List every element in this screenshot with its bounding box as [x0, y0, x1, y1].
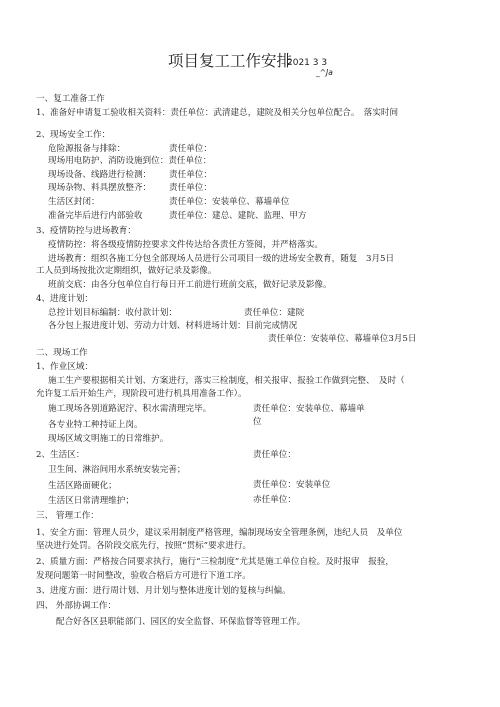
text-line: 各专业特工种持证上岗。: [48, 420, 143, 430]
text-line: 班前交底：由各分包单位自行每日开工前进行班前交底，做好记录及影像。: [48, 280, 332, 290]
text-line: 生活区封闭：: [48, 197, 100, 207]
text-line: 总控计划目标编制：收付款计划：: [48, 308, 177, 318]
responsible-party: 责任单位：: [169, 183, 212, 193]
subsection-heading: 2、现场安全工作：: [36, 130, 111, 140]
text-line: 各分包上报进度计划、劳动力计划、材料进场计划：目前完成情况: [48, 321, 298, 331]
text-line: 发现问题第一时间整改，验收合格后方可进行下道工序。: [36, 571, 251, 581]
subsection-heading: 1、作业区域：: [36, 362, 94, 372]
responsible-party: 责任单位：安装单位: [253, 480, 331, 490]
section-heading: 三、 管理工作：: [36, 511, 99, 521]
text-line: 生活区路面硬化；: [48, 481, 117, 491]
responsible-party: 责任单位：安装单位、幕墙单: [253, 404, 365, 414]
text-line: 配合好各区县职能部门、园区的安全监督、环保监督等管理工作。: [56, 617, 306, 627]
text-line: 现场用电防护、消防设施到位：责任单位：: [48, 156, 212, 166]
document-subtitle-mark: _^Ja: [316, 68, 333, 77]
text-line: 疫情防控：将各级疫情防控要求文件传达给各责任方签阅，并严格落实。: [48, 240, 324, 250]
subsection-heading: 4、进度计划：: [36, 294, 94, 304]
text-line: 准备完毕后进行内部验收: [48, 211, 143, 221]
subsection-heading: 2、生活区：: [36, 450, 85, 460]
responsible-party: 赤任单位：: [253, 495, 296, 505]
text-line: 施工生产要根据相关计划、方案进行，落实三检制度，相关报审、报验工作做到完整、 及时（: [48, 376, 405, 386]
section-heading: 二、现场工作: [36, 348, 88, 358]
text-line: 工人员到场按批次定期组织，做好记录及影像。: [36, 266, 217, 276]
responsible-party: 责任单位：: [169, 144, 212, 154]
responsible-party: 责任单位：建院: [244, 308, 305, 318]
subsection-heading: 3、疫情防控与进场教育：: [36, 226, 136, 236]
text-line: 施工现场各别道路泥泞、积水需清理完毕。: [48, 404, 212, 414]
responsible-party: 责任单位：: [253, 450, 296, 460]
text-line: 现场设备、线路进行检测：: [48, 170, 152, 180]
text-line: 进场教育：组织各施工分包全部现场人员进行公司项目一级的进场安全教育，随复 3月5日: [48, 254, 395, 264]
section-heading: 一、复工准备工作: [36, 94, 105, 104]
responsible-party: 责任单位：安装单位、幕墙单位: [169, 197, 290, 207]
responsible-party: 责任单位：: [169, 170, 212, 180]
text-line: 1、安全方面：管理人员少，建议采用制度严格管理，编制现场安全管理条例，违纪人员 及单位: [36, 528, 403, 538]
text-line: 生活区日常清理维护；: [48, 496, 134, 506]
responsible-party: 责任单位：安装单位、幕墙单位3月5日: [268, 334, 417, 344]
document-title: 项目复工工作安排: [168, 52, 293, 70]
text-line: 卫生间、淋浴间用水系统安装完善；: [48, 465, 186, 475]
text-line: 3、进度方面：进行周计划、月计划与整体进度计划的复核与纠偏。: [36, 586, 291, 596]
text-line: 1、准备好申请复工验收相关资料：责任单位：武清建总，建院及相关分包单位配合。 落实时间: [36, 108, 399, 118]
section-heading: 四、 外部协调工作：: [36, 601, 117, 611]
text-line: 现场区域文明施工的日常维护。: [48, 434, 169, 444]
responsible-party: 责任单位：建总、建院、监理、甲方: [169, 211, 307, 221]
responsible-party-continued: 位: [253, 417, 262, 427]
text-line: 2、质量方面：严格按合同要求执行，施行“三检制度”尤其是施工单位自检。及时报审 报验，: [36, 557, 395, 567]
document-date: 2021 3 3: [287, 58, 328, 68]
text-line: 危险源报备与排除：: [48, 144, 126, 154]
text-line: 允许复工后开始生产，现阶段可进行机具用准备工作）。: [36, 389, 247, 399]
text-line: 现场杂物、料具摆放整齐：: [48, 183, 152, 193]
text-line: 坚决进行处罚。各阶段交底先行，按照“贯标”要求进行。: [36, 541, 252, 551]
